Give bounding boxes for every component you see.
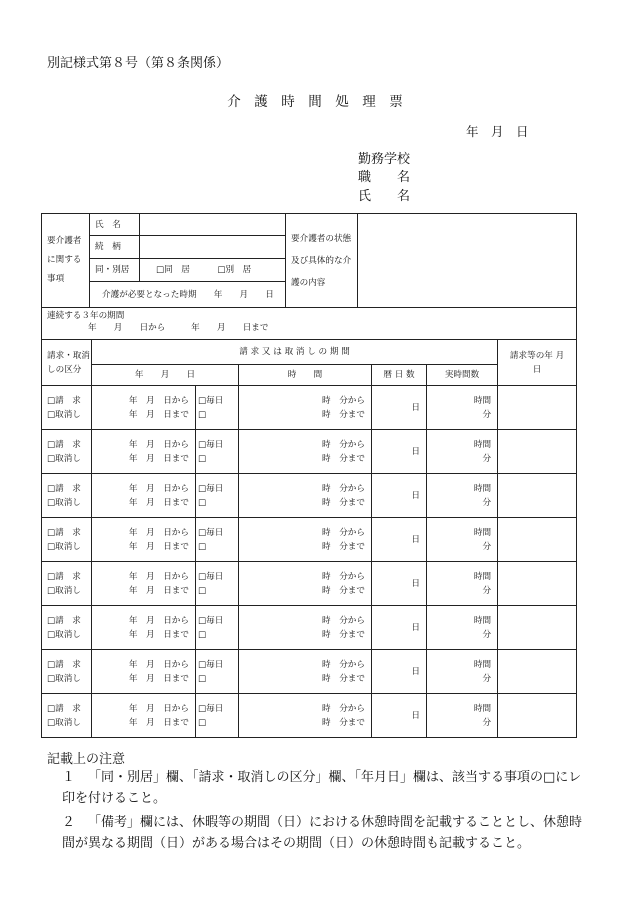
every-day-checkbox[interactable] bbox=[196, 606, 239, 650]
period-dates[interactable] bbox=[92, 386, 196, 430]
request-date-field[interactable] bbox=[498, 474, 577, 518]
period-dates[interactable] bbox=[92, 474, 196, 518]
cell-text: 時 分まで bbox=[322, 629, 365, 640]
cell-text: 年 月 日まで bbox=[128, 541, 189, 552]
category-checkboxes[interactable] bbox=[42, 694, 92, 738]
cell-text: □毎日 bbox=[198, 439, 224, 450]
notes-heading: 記載上の注意 bbox=[47, 752, 126, 767]
period-row bbox=[42, 386, 577, 430]
cell-text: □毎日 bbox=[198, 615, 224, 626]
period-row bbox=[42, 606, 577, 650]
period-row bbox=[42, 474, 577, 518]
time-header: 時 間 bbox=[239, 365, 372, 386]
request-date-header: 請求等の年 月 日 bbox=[498, 340, 577, 386]
note-number: １ bbox=[62, 770, 76, 785]
every-day-checkbox[interactable] bbox=[196, 474, 239, 518]
relation-label: 続 柄 bbox=[90, 236, 140, 259]
period-row bbox=[42, 562, 577, 606]
note-item bbox=[62, 812, 582, 854]
period-time[interactable] bbox=[239, 650, 372, 694]
cell-text: □ bbox=[198, 717, 207, 728]
note-item bbox=[62, 767, 582, 809]
actual-hours[interactable] bbox=[427, 474, 498, 518]
period-time[interactable] bbox=[239, 518, 372, 562]
school-label: 勤務学校 bbox=[358, 152, 411, 167]
page-title: 介 護 時 間 処 理 票 bbox=[227, 94, 403, 110]
period-time[interactable] bbox=[239, 474, 372, 518]
note-text: 「備考」欄には、休暇等の期間（日）における休憩時間を記載することとし、休憩時間が異なる期間（日）がある場合はその期間（日）の休憩時間も記載すること。 bbox=[62, 815, 583, 851]
cell-text: 年 月 日まで bbox=[128, 717, 189, 728]
calendar-days[interactable] bbox=[372, 562, 427, 606]
cell-text: 年 月 日から bbox=[128, 527, 189, 538]
care-section-label: 要介護者に関する事項 bbox=[42, 214, 90, 308]
request-date-field[interactable] bbox=[498, 650, 577, 694]
cell-text: 分 bbox=[482, 453, 492, 464]
cell-text: 時 分まで bbox=[322, 409, 365, 420]
calendar-days[interactable] bbox=[372, 386, 427, 430]
cell-text: 時 分から bbox=[322, 703, 365, 714]
request-date-field[interactable] bbox=[498, 430, 577, 474]
document-date: 年 月 日 bbox=[466, 124, 529, 139]
actual-hours[interactable] bbox=[427, 386, 498, 430]
every-day-checkbox[interactable] bbox=[196, 562, 239, 606]
cell-text: 分 bbox=[482, 497, 492, 508]
cell-text: □毎日 bbox=[198, 571, 224, 582]
cell-text: □ bbox=[198, 629, 207, 640]
cell-text: □ bbox=[198, 409, 207, 420]
cell-text: 時間 bbox=[473, 615, 492, 626]
period-time[interactable] bbox=[239, 606, 372, 650]
cell-text: 日 bbox=[411, 710, 420, 721]
calendar-days[interactable] bbox=[372, 474, 427, 518]
calendar-days[interactable] bbox=[372, 430, 427, 474]
every-day-checkbox[interactable] bbox=[196, 694, 239, 738]
cell-text: □毎日 bbox=[198, 483, 224, 494]
actual-hours-header: 実時間数 bbox=[427, 365, 498, 386]
cell-text: 時間 bbox=[473, 703, 492, 714]
request-date-field[interactable] bbox=[498, 518, 577, 562]
cell-text: 時間 bbox=[473, 571, 492, 582]
cell-text: 時 分まで bbox=[322, 497, 365, 508]
cell-text: □請 求 bbox=[47, 571, 81, 582]
category-checkboxes[interactable] bbox=[42, 474, 92, 518]
actual-hours[interactable] bbox=[427, 606, 498, 650]
calendar-days[interactable] bbox=[372, 650, 427, 694]
cell-text: 年 月 日まで bbox=[128, 409, 189, 420]
cell-text: □ bbox=[198, 673, 207, 684]
cell-text: 日 bbox=[411, 622, 420, 633]
cohabit-separate-checkbox[interactable]: □別 居 bbox=[217, 265, 252, 275]
period-dates[interactable] bbox=[92, 562, 196, 606]
cell-text: 年 月 日から bbox=[128, 615, 189, 626]
cell-text: 年 月 日から bbox=[128, 659, 189, 670]
request-date-field[interactable] bbox=[498, 562, 577, 606]
every-day-checkbox[interactable] bbox=[196, 430, 239, 474]
cohabit-label: 同・別居 bbox=[90, 259, 140, 282]
cell-text: 時間 bbox=[473, 395, 492, 406]
cell-text: 時 分から bbox=[322, 439, 365, 450]
cell-text: 年 月 日まで bbox=[128, 629, 189, 640]
calendar-days[interactable] bbox=[372, 518, 427, 562]
cell-text: □ bbox=[198, 453, 207, 464]
period-time[interactable] bbox=[239, 386, 372, 430]
every-day-checkbox[interactable] bbox=[196, 650, 239, 694]
actual-hours[interactable] bbox=[427, 694, 498, 738]
calendar-days[interactable] bbox=[372, 606, 427, 650]
actual-hours[interactable] bbox=[427, 518, 498, 562]
every-day-checkbox[interactable] bbox=[196, 386, 239, 430]
cell-text: 時 分まで bbox=[322, 453, 365, 464]
cohabit-same-checkbox[interactable]: □同 居 bbox=[156, 265, 190, 275]
category-checkboxes[interactable] bbox=[42, 650, 92, 694]
cell-text: 時間 bbox=[473, 659, 492, 670]
cell-text: □取消し bbox=[47, 673, 81, 684]
cell-text: 時 分から bbox=[322, 527, 365, 538]
care-recipient-table bbox=[41, 213, 577, 340]
cell-text: 年 月 日から bbox=[128, 395, 189, 406]
cell-text: 時 分から bbox=[322, 659, 365, 670]
form-number: 別記様式第８号（第８条関係） bbox=[47, 56, 230, 71]
cell-text: □毎日 bbox=[198, 395, 224, 406]
cell-text: 日 bbox=[411, 402, 420, 413]
cell-text: 時 分から bbox=[322, 615, 365, 626]
cell-text: 分 bbox=[482, 541, 492, 552]
ymd-header: 年 月 日 bbox=[92, 365, 239, 386]
cell-text: □取消し bbox=[47, 717, 81, 728]
days-header: 暦 日 数 bbox=[372, 365, 427, 386]
care-condition-label: 要介護者の状態及び具体的な介護の内容 bbox=[286, 214, 358, 308]
cell-text: □取消し bbox=[47, 541, 81, 552]
period-time[interactable] bbox=[239, 694, 372, 738]
actual-hours[interactable] bbox=[427, 430, 498, 474]
cell-text: 分 bbox=[482, 585, 492, 596]
cell-text: □ bbox=[198, 585, 207, 596]
cell-text: 時間 bbox=[473, 527, 492, 538]
period-dates[interactable] bbox=[92, 650, 196, 694]
request-date-field[interactable] bbox=[498, 606, 577, 650]
cell-text: □毎日 bbox=[198, 527, 224, 538]
cell-text: □請 求 bbox=[47, 527, 81, 538]
note-number: ２ bbox=[62, 815, 76, 830]
category-header: 請求・取消しの区分 bbox=[42, 340, 92, 386]
cell-text: 年 月 日まで bbox=[128, 453, 189, 464]
period-time[interactable] bbox=[239, 562, 372, 606]
period-group-header: 請 求 又 は 取 消 し の 期 間 bbox=[92, 340, 498, 365]
period-row bbox=[42, 518, 577, 562]
calendar-days[interactable] bbox=[372, 694, 427, 738]
recipient-name-field[interactable] bbox=[140, 214, 286, 236]
period-row bbox=[42, 650, 577, 694]
cell-text: □請 求 bbox=[47, 659, 81, 670]
cell-text: □請 求 bbox=[47, 615, 81, 626]
cell-text: 日 bbox=[411, 534, 420, 545]
period-dates[interactable] bbox=[92, 606, 196, 650]
period-time[interactable] bbox=[239, 430, 372, 474]
cell-text: □取消し bbox=[47, 453, 81, 464]
name-label: 氏 名 bbox=[358, 189, 411, 204]
cell-text: □毎日 bbox=[198, 659, 224, 670]
cell-text: 年 月 日から bbox=[128, 483, 189, 494]
consecutive-period-label: 連続する３年の期間 bbox=[47, 311, 125, 321]
recipient-name-label: 氏 名 bbox=[90, 214, 140, 236]
care-needed-period: 介護が必要となった時期 年 月 日 bbox=[90, 282, 286, 308]
cell-text: 年 月 日まで bbox=[128, 497, 189, 508]
cell-text: 時 分まで bbox=[322, 717, 365, 728]
cell-text: □ bbox=[198, 497, 207, 508]
cell-text: □毎日 bbox=[198, 703, 224, 714]
consecutive-period-cell bbox=[42, 308, 577, 340]
cell-text: 日 bbox=[411, 446, 420, 457]
cell-text: 日 bbox=[411, 666, 420, 677]
cell-text: 年 月 日まで bbox=[128, 673, 189, 684]
cell-text: 年 月 日から bbox=[128, 703, 189, 714]
post-label: 職 名 bbox=[358, 170, 411, 185]
consecutive-period-range: 年 月 日から 年 月 日まで bbox=[88, 323, 269, 333]
cell-text: 時 分から bbox=[322, 571, 365, 582]
period-dates[interactable] bbox=[92, 694, 196, 738]
cell-text: 時 分から bbox=[322, 483, 365, 494]
care-condition-field[interactable] bbox=[358, 214, 577, 308]
cell-text: □取消し bbox=[47, 409, 81, 420]
cell-text: □請 求 bbox=[47, 703, 81, 714]
cell-text: 分 bbox=[482, 673, 492, 684]
cell-text: 分 bbox=[482, 629, 492, 640]
cell-text: 時間 bbox=[473, 483, 492, 494]
period-table bbox=[41, 339, 577, 738]
period-row bbox=[42, 694, 577, 738]
cell-text: □請 求 bbox=[47, 439, 81, 450]
cell-text: 分 bbox=[482, 409, 492, 420]
cell-text: 年 月 日から bbox=[128, 439, 189, 450]
note-text: 「同・別居」欄、「請求・取消しの区分」欄、「年月日」欄は、該当する事項の□にレ印を付けること。 bbox=[62, 770, 582, 806]
cell-text: □請 求 bbox=[47, 483, 81, 494]
category-checkboxes[interactable] bbox=[42, 606, 92, 650]
category-checkboxes[interactable] bbox=[42, 386, 92, 430]
category-checkboxes[interactable] bbox=[42, 518, 92, 562]
cell-text: □取消し bbox=[47, 497, 81, 508]
cell-text: 時 分まで bbox=[322, 585, 365, 596]
cell-text: 日 bbox=[411, 578, 420, 589]
request-date-field[interactable] bbox=[498, 694, 577, 738]
cell-text: 年 月 日まで bbox=[128, 585, 189, 596]
cell-text: 時 分から bbox=[322, 395, 365, 406]
period-dates[interactable] bbox=[92, 518, 196, 562]
cell-text: □取消し bbox=[47, 585, 81, 596]
category-checkboxes[interactable] bbox=[42, 430, 92, 474]
cell-text: 時 分まで bbox=[322, 541, 365, 552]
cell-text: 分 bbox=[482, 717, 492, 728]
actual-hours[interactable] bbox=[427, 650, 498, 694]
cell-text: □ bbox=[198, 541, 207, 552]
category-checkboxes[interactable] bbox=[42, 562, 92, 606]
cell-text: 時間 bbox=[473, 439, 492, 450]
period-dates[interactable] bbox=[92, 430, 196, 474]
actual-hours[interactable] bbox=[427, 562, 498, 606]
every-day-checkbox[interactable] bbox=[196, 518, 239, 562]
relation-field[interactable] bbox=[140, 236, 286, 259]
period-row bbox=[42, 430, 577, 474]
cell-text: □請 求 bbox=[47, 395, 81, 406]
cell-text: □取消し bbox=[47, 629, 81, 640]
cell-text: 日 bbox=[411, 490, 420, 501]
cell-text: 年 月 日から bbox=[128, 571, 189, 582]
cell-text: 時 分まで bbox=[322, 673, 365, 684]
request-date-field[interactable] bbox=[498, 386, 577, 430]
